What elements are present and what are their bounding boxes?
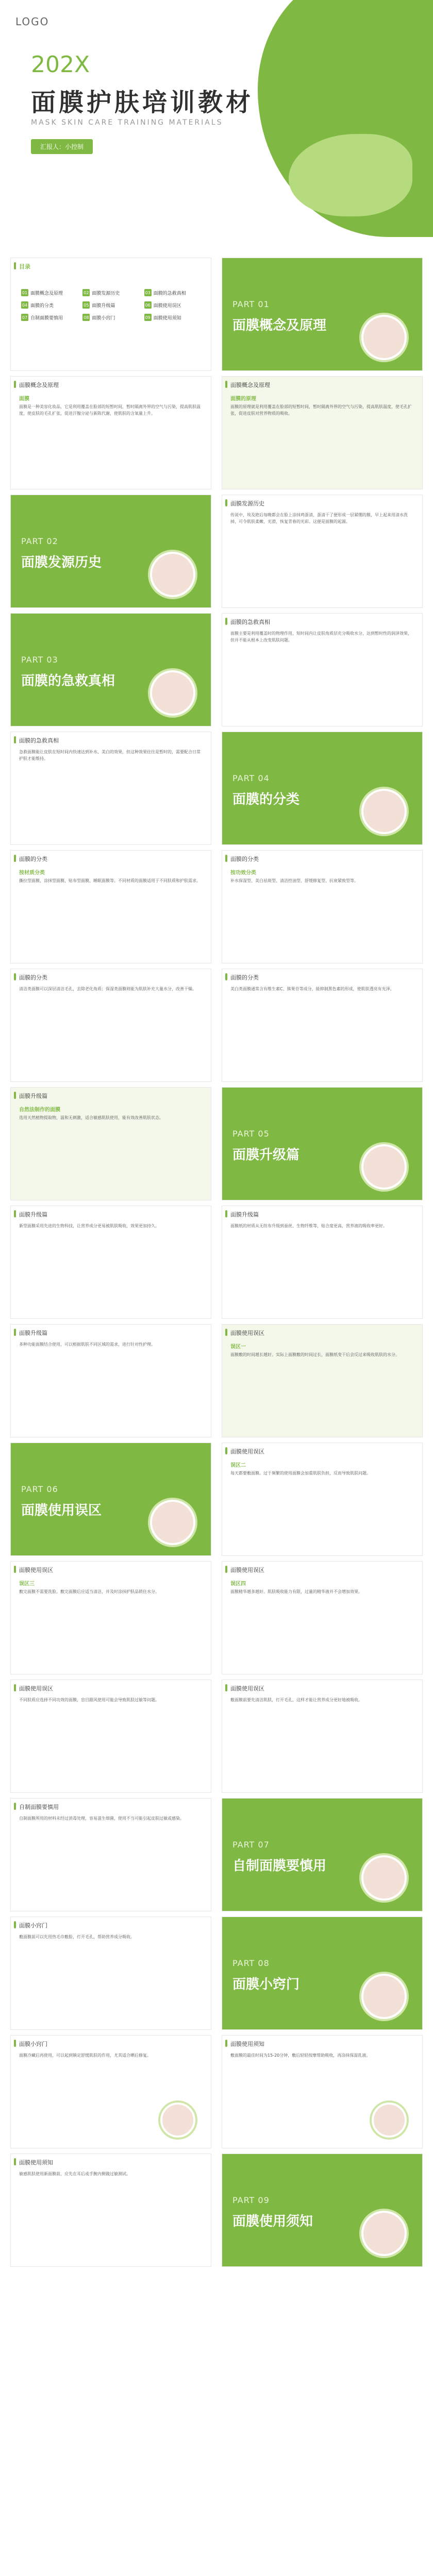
part-slide: [222, 1798, 423, 1911]
cover-year: 202X: [31, 52, 90, 78]
toc-number: 08: [82, 314, 90, 321]
toc-number: 03: [144, 289, 152, 296]
box-title: 按功效分类: [230, 870, 256, 876]
toc-item[interactable]: [21, 289, 77, 296]
slide-title: 面膜使用误区: [19, 1685, 53, 1692]
slide-text: 敷面膜前可以先用热毛巾敷脸，打开毛孔，帮助营养成分吸收。: [19, 1935, 135, 1939]
row: [0, 1917, 433, 2035]
cover-slide: [0, 0, 433, 247]
section-bar: [14, 973, 16, 980]
section-bar: [14, 262, 16, 269]
content-slide: [222, 969, 423, 1082]
toc-label: 自制面膜要慎用: [30, 315, 63, 321]
slide-title: 面膜升级篇: [19, 1211, 47, 1218]
row: [0, 850, 433, 969]
box-text: 撕拉型面膜、涂抹型面膜、贴布型面膜、睡眠面膜等。不同材质的面膜适用于不同肤质和护肤需求。: [19, 878, 201, 883]
toc-number: 05: [82, 301, 90, 309]
toc-slide: [10, 258, 211, 371]
part-slide: [222, 2154, 423, 2267]
row: [0, 2035, 433, 2154]
box-title: 面膜: [19, 396, 29, 402]
part-number: PART 07: [232, 1840, 270, 1850]
section-bar: [14, 1803, 16, 1810]
slide-title: 面膜的分类: [19, 974, 47, 981]
toc-item[interactable]: [144, 289, 201, 296]
woman-avatar-icon: [361, 1855, 407, 1901]
toc-label: 面膜发源历史: [92, 291, 120, 296]
slide-title: 面膜概念及原理: [19, 382, 59, 388]
woman-avatar-icon: [361, 1144, 407, 1190]
toc-label: 面膜小窍门: [92, 315, 115, 321]
row: [0, 376, 433, 495]
slide-title: 面膜发源历史: [230, 500, 264, 507]
toc-number: 01: [21, 289, 28, 296]
part-slide: [222, 258, 423, 371]
row: [0, 2154, 433, 2272]
part-slide: [10, 1443, 211, 1556]
part-number: PART 05: [232, 1129, 270, 1139]
part-title: 自制面膜要慎用: [232, 1858, 327, 1874]
content-slide: [10, 1206, 211, 1319]
part-title: 面膜使用误区: [21, 1503, 102, 1518]
toc-item[interactable]: [21, 314, 77, 321]
slide-title: 面膜使用须知: [19, 2159, 53, 2166]
part-number: PART 08: [232, 1958, 270, 1968]
box-text: 敷完面膜不需要洗脸。敷完面膜后应适当清洁，并及时涂抹护肤品锁住水分。: [19, 1589, 159, 1594]
woman-avatar-icon: [150, 552, 195, 597]
toc-label: 面膜概念及原理: [30, 291, 63, 296]
box-text: 面膜敷的时间越长越好。实际上面膜敷的时间过长，面膜纸变干后会反过来吸收肌肤的水分。: [230, 1352, 399, 1357]
toc-number: 09: [144, 314, 152, 321]
content-slide: [10, 1917, 211, 2030]
content-slide: [222, 1206, 423, 1319]
section-bar: [14, 736, 16, 743]
slide-text: 美白类面膜通常含有维生素C、熊果苷等成分，能抑制黑色素的形成，使肌肤透亮有光泽。: [230, 987, 394, 991]
section-bar: [14, 1684, 16, 1691]
box-text: 选用天然植物提取物，温和无刺激，适合敏感肌肤使用，能有效改善肌肤状态。: [19, 1115, 163, 1120]
cover-title: 面膜护肤培训教材: [31, 88, 254, 117]
box-title: 误区一: [230, 1344, 246, 1350]
woman-avatar-icon: [372, 2103, 407, 2138]
section-bar: [14, 1329, 16, 1336]
slide-text: 面膜纸的材质从无纺布升级到蚕丝、生物纤维等，贴合度更高，营养液的吸收率更好。: [230, 1224, 387, 1228]
slide-text: 面膜主要是利用覆盖时的物理作用，短时间内让皮肤角质层充分吸收水分，达到暂时性的润泽效果，但并不能从根本上改变肌肤问题。: [230, 631, 412, 642]
toc-label: 面膜的急救真相: [153, 291, 186, 296]
slide-title: 面膜的分类: [19, 856, 47, 862]
box-text: 面膜是一种美容化妆品，它是利用覆盖在脸部的短暂时间，暂时隔离外界的空气与污染，提高肌肤温度，使皮肤的毛孔扩张，促进汗腺分泌与新陈代谢，使肌肤的含氧量上升。: [19, 404, 201, 416]
toc-item[interactable]: [144, 301, 201, 309]
box-title: 误区三: [19, 1581, 35, 1587]
content-slide: [222, 1443, 423, 1556]
content-slide: [222, 613, 423, 726]
row: [0, 1443, 433, 1561]
toc-item[interactable]: [82, 314, 139, 321]
slide-title: 面膜的急救真相: [230, 619, 270, 625]
slide-text: 清洁类面膜可以深层清洁毛孔，去除老化角质；保湿类面膜则能为肌肤补充大量水分，改善干燥。: [19, 987, 196, 991]
slide-text: 不同肤质应选择不同功效的面膜，盲目跟风使用可能会导致肌肤过敏等问题。: [19, 1698, 159, 1702]
row: [0, 1206, 433, 1324]
toc-label: 面膜使用须知: [153, 315, 181, 321]
part-number: PART 06: [21, 1484, 58, 1494]
box-title: 按材质分类: [19, 870, 45, 876]
section-bar: [225, 381, 227, 388]
section-bar: [225, 499, 227, 506]
part-title: 面膜的分类: [232, 792, 300, 807]
content-slide: [222, 1680, 423, 1793]
section-bar: [225, 1566, 227, 1573]
slide-title: 面膜的急救真相: [19, 737, 59, 744]
presenter-badge: 汇报人：小控制: [31, 139, 93, 154]
content-slide: [10, 850, 211, 963]
slide-title: 面膜使用须知: [230, 2041, 264, 2047]
section-bar: [14, 1921, 16, 1928]
slide-title: 面膜小窍门: [19, 2041, 47, 2047]
content-slide: [222, 2035, 423, 2148]
box-text: 面膜的原理就是利用覆盖在脸部的短暂时间，暂时隔离外界的空气与污染，提高肌肤温度，使毛孔扩张，促进皮肤对营养物质的吸收。: [230, 404, 412, 416]
toc-item[interactable]: [82, 301, 139, 309]
box-title: 误区四: [230, 1581, 246, 1587]
slide-title: 自制面膜要慎用: [19, 1804, 59, 1810]
row: [0, 1680, 433, 1798]
toc-label: 面膜使用误区: [153, 303, 181, 309]
toc-list: [21, 289, 201, 321]
woman-avatar-icon: [160, 2103, 195, 2138]
part-title: 面膜的急救真相: [21, 673, 115, 689]
slide-title: 面膜的分类: [230, 974, 259, 981]
slide-title: 面膜使用误区: [230, 1448, 264, 1455]
section-bar: [14, 1092, 16, 1099]
slide-title: 面膜使用误区: [230, 1685, 264, 1692]
content-slide: [10, 376, 211, 489]
part-title: 面膜升级篇: [232, 1147, 300, 1163]
toc-number: 04: [21, 301, 28, 309]
toc-number: 02: [82, 289, 90, 296]
slide-title: 面膜升级篇: [19, 1330, 47, 1336]
slide-title: 面膜概念及原理: [230, 382, 270, 388]
woman-avatar-icon: [150, 670, 195, 716]
part-title: 面膜使用须知: [232, 2214, 313, 2229]
box-title: 误区二: [230, 1463, 246, 1468]
slide-title: 面膜使用误区: [19, 1567, 53, 1573]
section-bar: [14, 381, 16, 388]
woman-avatar-icon: [361, 2211, 407, 2256]
slide-text: 面膜冷藏后再使用，可以起到镇定舒缓肌肤的作用，尤其适合晒后修复。: [19, 2053, 151, 2058]
section-bar: [225, 618, 227, 625]
content-slide: [10, 1798, 211, 1911]
row: [0, 969, 433, 1087]
woman-avatar-icon: [361, 315, 407, 360]
part-slide: [222, 1917, 423, 2030]
cover-subtitle: MASK SKIN CARE TRAINING MATERIALS: [31, 118, 223, 127]
section-bar: [225, 1447, 227, 1454]
section-bar: [14, 2040, 16, 2047]
row: [0, 258, 433, 376]
content-slide: [10, 2154, 211, 2267]
section-bar: [14, 1566, 16, 1573]
row: [0, 1798, 433, 1917]
box-text: 面膜精华越多越好。肌肤吸收能力有限，过量的精华液并不会增加效果。: [230, 1589, 362, 1594]
row: [0, 1324, 433, 1443]
content-slide: [10, 1561, 211, 1674]
content-slide: [222, 850, 423, 963]
part-number: PART 03: [21, 655, 58, 665]
section-bar: [225, 2040, 227, 2047]
section-bar: [14, 855, 16, 862]
toc-label: 面膜升级篇: [92, 303, 115, 309]
part-title: 面膜概念及原理: [232, 318, 327, 333]
slide-title: 面膜升级篇: [230, 1211, 259, 1218]
part-slide: [222, 1087, 423, 1200]
slide-text: 自制面膜所用的材料未经过消毒处理，容易滋生细菌，使用不当可能引起皮肤过敏或感染。: [19, 1816, 184, 1821]
section-bar: [225, 1329, 227, 1336]
part-number: PART 02: [21, 536, 58, 546]
row: [0, 613, 433, 732]
slide-title: 面膜使用误区: [230, 1567, 264, 1573]
content-slide: [10, 2035, 211, 2148]
section-bar: [225, 855, 227, 862]
content-slide: [10, 1680, 211, 1793]
row: [0, 1087, 433, 1206]
part-number: PART 09: [232, 2195, 270, 2205]
box-text: 每天都要敷面膜。过于频繁的使用面膜会加重肌肤负担，反而导致肌肤问题。: [230, 1471, 371, 1476]
slide-text: 敷面膜的最佳时间为15-20分钟，敷后轻轻按摩帮助吸收，再涂抹保湿乳液。: [230, 2053, 371, 2058]
slide-title: 面膜小窍门: [19, 1922, 47, 1929]
row: [0, 732, 433, 850]
toc-number: 06: [144, 301, 152, 309]
slide-title: 面膜的分类: [230, 856, 259, 862]
content-slide: [10, 732, 211, 845]
box-title: 面膜的原理: [230, 396, 256, 402]
box-title: 自然法制作的面膜: [19, 1107, 60, 1113]
section-bar: [225, 973, 227, 980]
toc-item[interactable]: [144, 314, 201, 321]
content-slide: [10, 969, 211, 1082]
slide-text: 急救面膜能让皮肤在短时间内快速达到补水、美白的效果，但这种效果往往是暂时的，需要配合日常护肤才能维持。: [19, 750, 201, 761]
section-bar: [14, 2158, 16, 2165]
content-slide: [222, 376, 423, 489]
slide-text: 传说中，埃及艳后每晚都会在脸上涂抹鸡蛋清，蛋清干了便形成一层紧绷的膜，早上起来用清水洗掉，可令肌肤柔嫩、光滑，恢复青春的光彩。这便是面膜的起源。: [230, 513, 408, 524]
woman-avatar-icon: [361, 1974, 407, 2019]
part-slide: [10, 495, 211, 608]
box-text: 补水保湿型、美白祛斑型、清洁控油型、舒缓修复型、抗衰紧致型等。: [230, 878, 358, 883]
content-slide: [222, 1324, 423, 1437]
section-bar: [225, 1684, 227, 1691]
content-slide: [222, 1561, 423, 1674]
slide-text: 敏感肌肤使用新面膜前，应先在耳后或手腕内侧做过敏测试。: [19, 2172, 130, 2176]
part-slide: [222, 732, 423, 845]
toc-title: 目录: [19, 263, 30, 270]
logo: LOGO: [15, 15, 49, 28]
content-slide: [222, 495, 423, 608]
slide-text: 多种功能面膜结合使用，可以根据肌肤不同区域的需求，进行针对性护理。: [19, 1342, 155, 1347]
toc-item[interactable]: [21, 301, 77, 309]
part-slide: [10, 613, 211, 726]
woman-avatar-icon: [150, 1500, 195, 1545]
part-title: 面膜发源历史: [21, 555, 102, 570]
section-bar: [225, 1210, 227, 1217]
slide-title: 面膜使用误区: [230, 1330, 264, 1336]
woman-avatar-icon: [361, 789, 407, 834]
part-number: PART 04: [232, 773, 270, 783]
slide-text: 新型面膜采用先进的生物科技，让营养成分更易被肌肤吸收，效果更加持久。: [19, 1224, 159, 1228]
row: [0, 1561, 433, 1680]
toc-item[interactable]: [82, 289, 139, 296]
toc-number: 07: [21, 314, 28, 321]
section-bar: [14, 1210, 16, 1217]
content-slide: [10, 1087, 211, 1200]
part-number: PART 01: [232, 299, 270, 309]
slide-text: 敷面膜前要先清洁肌肤，打开毛孔，这样才能让营养成分更好地被吸收。: [230, 1698, 362, 1702]
slide-title: 面膜升级篇: [19, 1093, 47, 1099]
content-slide: [10, 1324, 211, 1437]
part-title: 面膜小窍门: [232, 1977, 300, 1992]
toc-label: 面膜的分类: [30, 303, 54, 309]
row: [0, 495, 433, 613]
